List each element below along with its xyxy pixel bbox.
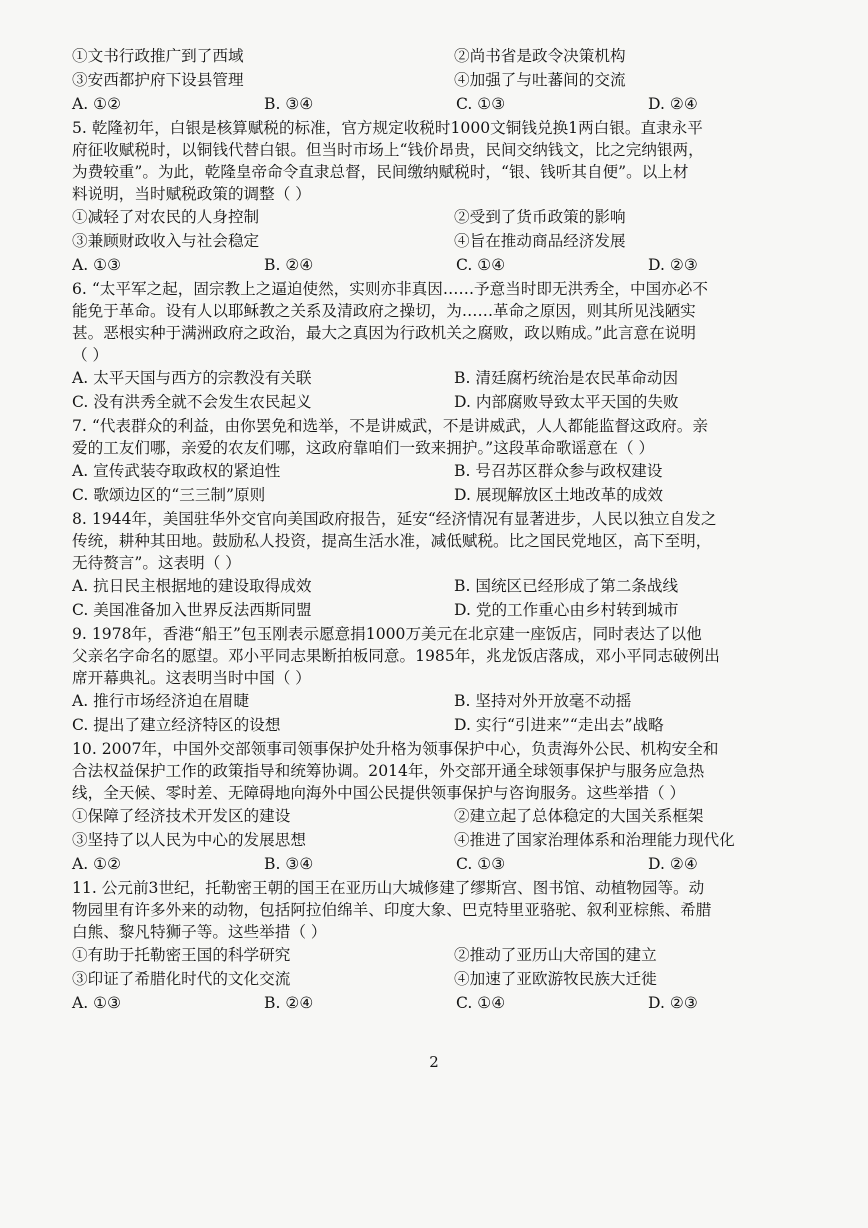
- q6-choices-row2: [72, 390, 792, 414]
- q5-choice-a: A. ①③: [72, 256, 122, 274]
- q5-option-2: ②受到了货币政策的影响: [454, 208, 626, 226]
- q10-choice-c: C. ①③: [456, 855, 506, 873]
- q7-choices-row1: [72, 459, 792, 483]
- q9-choices-row2: [72, 713, 792, 737]
- q11-choice-d: D. ②③: [648, 994, 698, 1012]
- q10-option-3: ③坚持了以人民为中心的发展思想: [72, 831, 306, 849]
- question-5: [72, 117, 792, 277]
- q10-options-row1: [72, 804, 792, 828]
- q11-option-4: ④加速了亚欧游牧民族大迁徙: [454, 970, 657, 988]
- q4-choice-a: A. ①②: [72, 95, 122, 113]
- q8-choice-d: D. 党的工作重心由乡村转到城市: [454, 601, 679, 619]
- q6-choice-c: C. 没有洪秀全就不会发生农民起义: [72, 393, 312, 411]
- q8-choice-a: A. 抗日民主根据地的建设取得成效: [72, 577, 312, 595]
- q5-option-1: ①减轻了对农民的人身控制: [72, 208, 260, 226]
- q10-option-1: ①保障了经济技术开发区的建设: [72, 807, 291, 825]
- q4-options-row2: [72, 68, 792, 92]
- q5-option-3: ③兼顾财政收入与社会稳定: [72, 232, 260, 250]
- q11-option-2: ②推动了亚历山大帝国的建立: [454, 946, 657, 964]
- q11-option-3: ③印证了希腊化时代的文化交流: [72, 970, 291, 988]
- q10-choice-d: D. ②④: [648, 855, 698, 873]
- q9-stem-line-3: 席开幕典礼。这表明当时中国（ ）: [72, 669, 311, 687]
- q8-choice-c: C. 美国准备加入世界反法西斯同盟: [72, 601, 312, 619]
- q8-stem-line-3: 无待赘言”。这表明（ ）: [72, 554, 241, 572]
- q7-choice-b: B. 号召苏区群众参与政权建设: [454, 462, 663, 480]
- q7-choice-a: A. 宣传武装夺取政权的紧迫性: [72, 462, 281, 480]
- q5-stem-line-2: 府征收赋税时，以铜钱代替白银。但当时市场上“钱价昂贵，民间交纳钱文，比之完纳银两，: [72, 141, 704, 159]
- q10-choices: [72, 852, 792, 876]
- q4-options-row1: [72, 44, 792, 68]
- q4-option-2: ②尚书省是政令决策机构: [454, 47, 626, 65]
- q11-options-row2: [72, 967, 792, 991]
- q11-stem-line-1: 11. 公元前3世纪，托勒密王朝的国王在亚历山大城修建了缪斯宫、图书馆、动植物园等。动: [72, 879, 705, 897]
- q6-choice-b: B. 清廷腐朽统治是农民革命动因: [454, 369, 679, 387]
- q5-choice-b: B. ②④: [264, 256, 314, 274]
- q7-choices-row2: [72, 483, 792, 507]
- q7-stem-line-1: 7. “代表群众的利益，由你罢免和选举，不是讲威武，不是讲威武，人人都能监督这政府。亲: [72, 417, 708, 435]
- question-8: [72, 508, 792, 622]
- q4-choice-d: D. ②④: [648, 95, 698, 113]
- q4-choice-b: B. ③④: [264, 95, 314, 113]
- q6-stem-line-1: 6. “太平军之起，固宗教上之逼迫使然，实则亦非真因……予意当时即无洪秀全，中国亦必不: [72, 280, 708, 298]
- q9-choice-a: A. 推行市场经济迫在眉睫: [72, 692, 250, 710]
- q11-stem-line-2: 物园里有许多外来的动物，包括阿拉伯绵羊、印度大象、巴克特里亚骆驼、叙利亚棕熊、希腊: [72, 901, 712, 919]
- q6-stem-line-2: 能免于革命。设有人以耶稣教之关系及清政府之操切，为……革命之原因，则其所见浅陋实: [72, 302, 696, 320]
- q5-option-4: ④旨在推动商品经济发展: [454, 232, 626, 250]
- question-6: [72, 278, 792, 414]
- q5-choice-c: C. ①④: [456, 256, 506, 274]
- q5-stem-line-4: 料说明，当时赋税政策的调整（ ）: [72, 185, 311, 203]
- q5-choice-d: D. ②③: [648, 256, 698, 274]
- q5-options-row2: [72, 229, 792, 253]
- q8-stem-line-2: 传统，耕种其田地。鼓励私人投资，提高生活水准，减低赋税。比之国民党地区，高下至明，: [72, 532, 712, 550]
- q6-stem-line-3: 甚。恶根实种于满洲政府之政治，最大之真因为行政机关之腐败，政以贿成。”此言意在说明: [72, 324, 696, 342]
- q11-choice-b: B. ②④: [264, 994, 314, 1012]
- q9-choices-row1: [72, 689, 792, 713]
- q6-stem-line-4: （ ）: [72, 346, 109, 364]
- q4-choice-c: C. ①③: [456, 95, 506, 113]
- q8-choices-row1: [72, 574, 792, 598]
- q8-choices-row2: [72, 598, 792, 622]
- q11-stem-line-3: 白熊、黎凡特狮子等。这些举措（ ）: [72, 923, 327, 941]
- q9-choice-b: B. 坚持对外开放毫不动摇: [454, 692, 632, 710]
- q7-stem-line-2: 爱的工友们哪，亲爱的农友们哪，这政府靠咱们一致来拥护。”这段革命歌谣意在（ ）: [72, 439, 655, 457]
- q10-options-row2: [72, 828, 792, 852]
- q8-choice-b: B. 国统区已经形成了第二条战线: [454, 577, 679, 595]
- question-10: [72, 738, 792, 876]
- q4-option-4: ④加强了与吐蕃间的交流: [454, 71, 626, 89]
- q4-option-1: ①文书行政推广到了西域: [72, 47, 244, 65]
- q10-option-4: ④推进了国家治理体系和治理能力现代化: [454, 831, 735, 849]
- q11-choices: [72, 991, 792, 1015]
- q6-choice-d: D. 内部腐败导致太平天国的失败: [454, 393, 679, 411]
- q7-choice-c: C. 歌颂边区的“三三制”原则: [72, 486, 266, 504]
- q10-stem-line-2: 合法权益保护工作的政策指导和统筹协调。2014年，外交部开通全球领事保护与服务应急热: [72, 762, 705, 780]
- question-9: [72, 623, 792, 737]
- q10-choice-b: B. ③④: [264, 855, 314, 873]
- question-11: [72, 877, 792, 1015]
- q5-choices: [72, 253, 792, 277]
- q9-choice-c: C. 提出了建立经济特区的设想: [72, 716, 281, 734]
- q10-stem-line-1: 10. 2007年，中国外交部领事司领事保护处升格为领事保护中心，负责海外公民、机构安全和: [72, 740, 719, 758]
- q6-choice-a: A. 太平天国与西方的宗教没有关联: [72, 369, 312, 387]
- q7-choice-d: D. 展现解放区土地改革的成效: [454, 486, 663, 504]
- q8-stem-line-1: 8. 1944年，美国驻华外交官向美国政府报告，延安“经济情况有显著进步，人民以独立自发之: [72, 510, 717, 528]
- q5-options-row1: [72, 205, 792, 229]
- q11-option-1: ①有助于托勒密王国的科学研究: [72, 946, 291, 964]
- q6-choices-row1: [72, 366, 792, 390]
- q10-choice-a: A. ①②: [72, 855, 122, 873]
- q9-stem-line-1: 9. 1978年，香港“船王”包玉刚表示愿意捐1000万美元在北京建一座饭店，同时表达了以他: [72, 625, 702, 643]
- q10-stem-line-3: 线，全天候、零时差、无障碍地向海外中国公民提供领事保护与咨询服务。这些举措（ ）: [72, 784, 686, 802]
- q9-stem-line-2: 父亲名字命名的愿望。邓小平同志果断拍板同意。1985年，兆龙饭店落成，邓小平同志破例出: [72, 647, 720, 665]
- question-content: [72, 44, 792, 1015]
- q4-option-3: ③安西都护府下设县管理: [72, 71, 244, 89]
- q9-choice-d: D. 实行“引进来”“走出去”战略: [454, 716, 664, 734]
- question-7: [72, 415, 792, 507]
- q11-choice-a: A. ①③: [72, 994, 122, 1012]
- page-number: 2: [429, 1053, 439, 1071]
- q10-option-2: ②建立起了总体稳定的大国关系框架: [454, 807, 704, 825]
- q4-choices: [72, 92, 792, 116]
- q5-stem-line-1: 5. 乾隆初年，白银是核算赋税的标准，官方规定收税时1000文铜钱兑换1两白银。直隶永平: [72, 119, 703, 137]
- q11-options-row1: [72, 943, 792, 967]
- q5-stem-line-3: 为费较重”。为此，乾隆皇帝命令直隶总督，民间缴纳赋税时，“银、钱听其自便”。以上材: [72, 163, 689, 181]
- q11-choice-c: C. ①④: [456, 994, 506, 1012]
